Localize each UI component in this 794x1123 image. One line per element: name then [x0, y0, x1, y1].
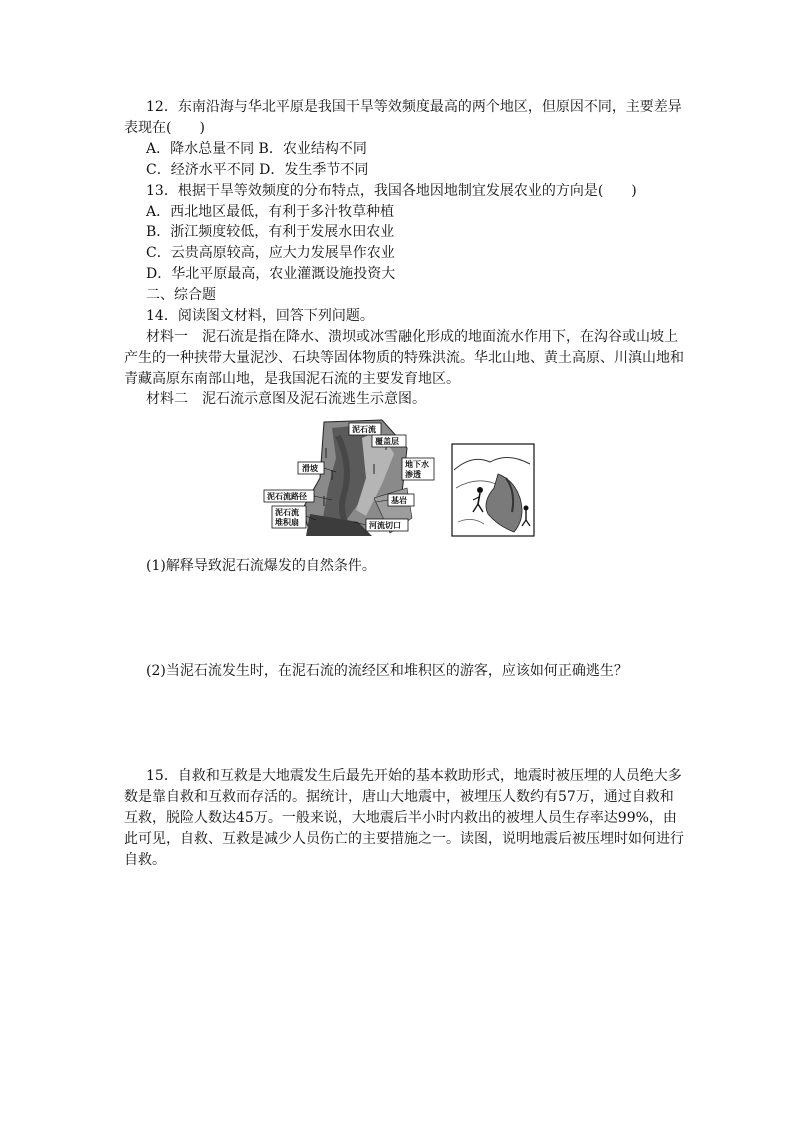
q14-subquestion-2: (2)当泥石流发生时，在泥石流的流经区和堆积区的游客，应该如何正确逃生？	[146, 663, 628, 679]
q13-option-c: C．云贵高原较高，应大力发展旱作农业	[146, 245, 395, 261]
q15-line2: 数是靠自救和互救而存活的。据统计，唐山大地震中，被埋压人数约有57万，通过自救和	[124, 789, 674, 805]
label-mudflow-path: 泥石流路径	[267, 492, 307, 501]
label-river-cut: 河流切口	[369, 521, 401, 530]
q15-line4: 此可见，自救、互救是减少人员伤亡的主要措施之一。读图，说明地震后被压埋时如何进行	[124, 831, 684, 847]
label-fan-2: 堆积扇	[275, 518, 299, 527]
q12-stem-line2: 表现在( )	[124, 120, 205, 136]
q15-line1: 15．自救和互救是大地震发生后最先开始的基本救助形式，地震时被压埋的人员绝大多	[146, 768, 682, 784]
q13-option-d: D．华北平原最高，农业灌溉设施投资大	[146, 266, 396, 282]
q13-option-a: A．西北地区最低，有利于多汁牧草种植	[146, 204, 395, 220]
q14-stem: 14．阅读图文材料，回答下列问题。	[146, 308, 374, 324]
label-fan-1: 泥石流	[275, 508, 299, 517]
q12-options-ab: A．降水总量不同 B．农业结构不同	[146, 141, 367, 157]
label-groundwater-1: 地下水	[405, 460, 429, 469]
q12-options-cd: C．经济水平不同 D．发生季节不同	[146, 162, 369, 178]
q14-material1-line3: 青藏高原东南部山地，是我国泥石流的主要发育地区。	[124, 371, 460, 387]
q15-line5: 自救。	[124, 852, 166, 868]
mudflow-diagram	[264, 420, 434, 536]
label-mudflow: 泥石流	[352, 425, 376, 434]
q12-stem-line1: 12．东南沿海与华北平原是我国干旱等效频度最高的两个地区，但原因不同，主要差异	[146, 99, 682, 115]
label-cover-layer: 覆盖层	[375, 437, 399, 446]
mudflow-figure	[262, 418, 536, 540]
q14-material1-line2: 产生的一种挟带大量泥沙、石块等固体物质的特殊洪流。华北山地、黄土高原、川滇山地和	[124, 350, 684, 366]
section-heading: 二、综合题	[146, 287, 216, 303]
escape-diagram	[452, 444, 534, 536]
label-groundwater-2: 渗透	[405, 470, 421, 479]
q14-material1-line1: 材料一 泥石流是指在降水、溃坝或冰雪融化形成的地面流水作用下，在沟谷或山坡上	[146, 329, 678, 345]
q13-option-b: B．浙江频度较低，有利于发展水田农业	[146, 224, 395, 240]
label-bedrock: 基岩	[391, 496, 407, 505]
q15-line3: 互救，脱险人数达45万。一般来说，大地震后半小时内救出的被埋人员生存率达99%，由	[124, 810, 677, 826]
q13-stem: 13．根据干旱等效频度的分布特点，我国各地因地制宜发展农业的方向是( )	[146, 183, 637, 199]
label-landslide: 滑坡	[302, 464, 318, 473]
q14-subquestion-1: (1)解释导致泥石流爆发的自然条件。	[146, 558, 376, 574]
q14-material2: 材料二 泥石流示意图及泥石流逃生示意图。	[146, 391, 426, 407]
